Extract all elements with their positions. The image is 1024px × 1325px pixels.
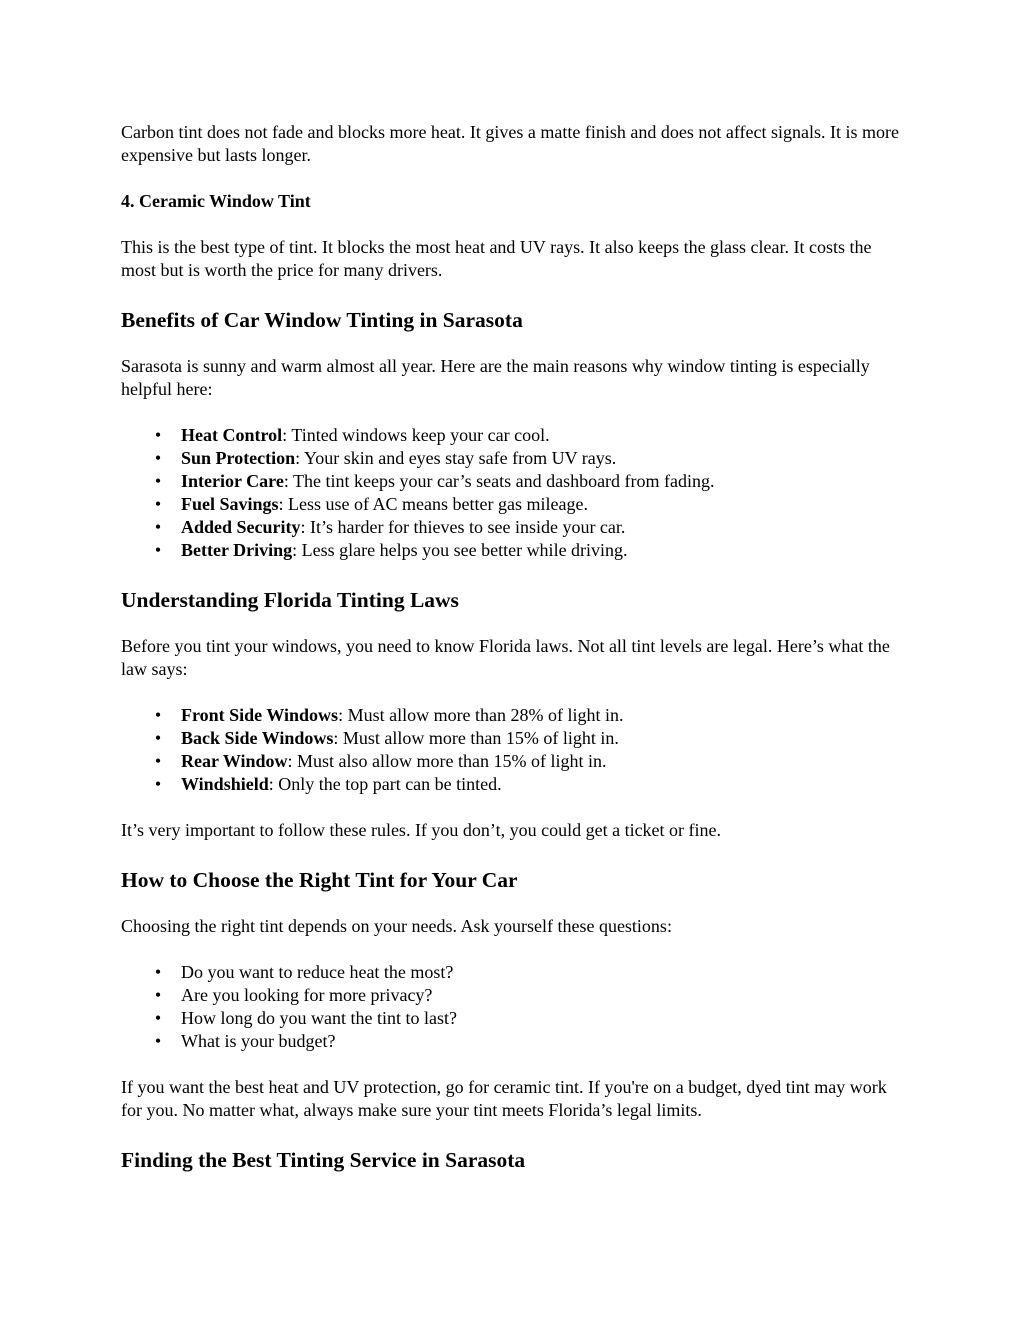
list-item-text: : Less use of AC means better gas mileage.: [278, 494, 588, 514]
bullet-icon: •: [154, 751, 162, 771]
florida-laws-heading: Understanding Florida Tinting Laws: [121, 588, 459, 612]
list-item-text: How long do you want the tint to last?: [181, 1008, 457, 1028]
benefits-heading: Benefits of Car Window Tinting in Sarasota: [121, 308, 523, 332]
ceramic-tint-paragraph: This is the best type of tint. It blocks the most heat and UV rays. It also keeps the glass clear. It costs the most but is worth the price for many drivers.: [121, 237, 872, 280]
florida-laws-paragraph: Before you tint your windows, you need to know Florida laws. Not all tint levels are legal. Here’s what the law says:: [121, 636, 890, 679]
list-item-text: : Only the top part can be tinted.: [268, 774, 502, 794]
bullet-icon: •: [154, 985, 162, 1005]
list-item-text: : Your skin and eyes stay safe from UV rays.: [295, 448, 617, 468]
list-item-text: : Tinted windows keep your car cool.: [282, 425, 550, 445]
bullet-icon: •: [154, 517, 162, 537]
bullet-icon: •: [154, 1008, 162, 1028]
florida-laws-list: [121, 704, 901, 796]
list-item-text: : It’s harder for thieves to see inside your car.: [300, 517, 626, 537]
list-item: [121, 516, 901, 539]
list-item: [121, 539, 901, 562]
list-item: [121, 727, 901, 750]
bullet-icon: •: [154, 728, 162, 748]
florida-laws-closing: It’s very important to follow these rules. If you don’t, you could get a ticket or fine.: [121, 820, 722, 840]
list-item-term: Back Side Windows: [181, 728, 334, 748]
list-item-term: Interior Care: [181, 471, 284, 491]
bullet-icon: •: [154, 1031, 162, 1051]
list-item-text: : Must allow more than 15% of light in.: [333, 728, 619, 748]
list-item: [121, 984, 901, 1007]
list-item-text: : Must also allow more than 15% of light in.: [287, 751, 607, 771]
list-item-term: Heat Control: [181, 425, 283, 445]
list-item-term: Rear Window: [181, 751, 288, 771]
list-item: [121, 704, 901, 727]
list-item: [121, 447, 901, 470]
benefits-paragraph: Sarasota is sunny and warm almost all year. Here are the main reasons why window tinting is especially helpful here:: [121, 356, 870, 399]
list-item: [121, 424, 901, 447]
document-page: [121, 121, 901, 1195]
list-item: [121, 493, 901, 516]
list-item: [121, 961, 901, 984]
bullet-icon: •: [154, 448, 162, 468]
benefits-list: [121, 424, 901, 562]
list-item: [121, 1030, 901, 1053]
bullet-icon: •: [154, 425, 162, 445]
list-item: [121, 750, 901, 773]
carbon-tint-paragraph: Carbon tint does not fade and blocks more heat. It gives a matte finish and does not affect signals. It is more expensive but lasts longer.: [121, 122, 899, 165]
bullet-icon: •: [154, 494, 162, 514]
list-item-text: : Less glare helps you see better while driving.: [292, 540, 628, 560]
tinting-service-heading: Finding the Best Tinting Service in Sarasota: [121, 1148, 526, 1172]
list-item-text: : Must allow more than 28% of light in.: [338, 705, 624, 725]
list-item-text: : The tint keeps your car’s seats and dashboard from fading.: [283, 471, 715, 491]
bullet-icon: •: [154, 962, 162, 982]
list-item-term: Fuel Savings: [181, 494, 279, 514]
list-item-term: Added Security: [181, 517, 301, 537]
choose-tint-heading: How to Choose the Right Tint for Your Car: [121, 868, 518, 892]
bullet-icon: •: [154, 471, 162, 491]
list-item-term: Better Driving: [181, 540, 293, 560]
bullet-icon: •: [154, 705, 162, 725]
bullet-icon: •: [154, 774, 162, 794]
list-item-term: Windshield: [181, 774, 269, 794]
list-item: [121, 470, 901, 493]
choose-tint-paragraph: Choosing the right tint depends on your needs. Ask yourself these questions:: [121, 916, 672, 936]
list-item: [121, 1007, 901, 1030]
list-item-term: Front Side Windows: [181, 705, 339, 725]
choose-tint-closing: If you want the best heat and UV protection, go for ceramic tint. If you're on a budget, dyed tint may work for you. No matter what, always make sure your tint meets Florida’s legal limits.: [121, 1077, 887, 1120]
choose-tint-list: [121, 961, 901, 1053]
list-item-term: Sun Protection: [181, 448, 296, 468]
ceramic-tint-heading: 4. Ceramic Window Tint: [121, 191, 311, 211]
bullet-icon: •: [154, 540, 162, 560]
list-item-text: Do you want to reduce heat the most?: [181, 962, 454, 982]
list-item: [121, 773, 901, 796]
list-item-text: What is your budget?: [181, 1031, 336, 1051]
list-item-text: Are you looking for more privacy?: [181, 985, 433, 1005]
